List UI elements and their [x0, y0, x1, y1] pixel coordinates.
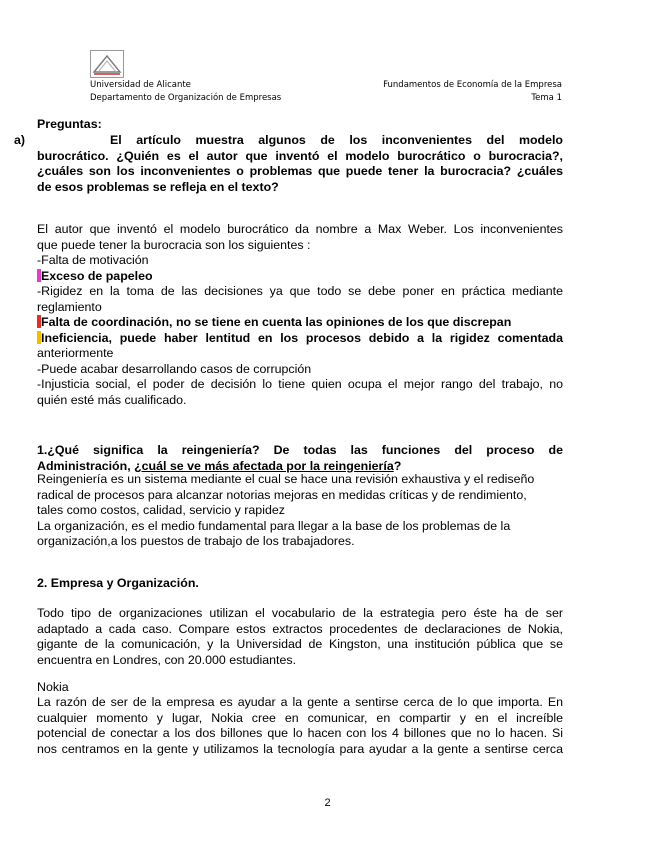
list-item: quién esté más cualificado.	[37, 392, 187, 407]
paragraph-line: adaptado a cada caso. Compare estos extractos procedentes de declaraciones de Nokia,	[37, 621, 563, 636]
list-item: -Falta de motivación	[37, 253, 149, 267]
section-2-paragraph	[37, 606, 563, 668]
page-number: 2	[324, 797, 331, 809]
answer-a	[37, 222, 563, 408]
question-a	[37, 133, 563, 195]
answer-1-line: radical de procesos para alcanzar notorias mejoras en medidas críticas y de rendimiento,	[37, 487, 527, 502]
paragraph-line: La razón de ser de la empresa es ayudar a la gente a sentirse cerca de lo que importa. En	[37, 695, 563, 709]
question-a-line: El artículo muestra algunos de los inconvenientes del modelo	[110, 133, 563, 147]
paragraph-line: Todo tipo de organizaciones utilizan el vocabulario de la estrategia pero éste ha de ser	[37, 606, 563, 620]
list-item: Ineficiencia, puede haber lentitud en los procesos debido a la rigidez comentada	[37, 331, 563, 347]
answer-1-line: organización,a los puestos de trabajo de los trabajadores.	[37, 534, 355, 548]
question-a-line: de esos problemas se refleja en el texto?	[37, 179, 279, 194]
question-1	[37, 443, 563, 474]
question-1-underlined: ¿cuál se ve más afectada por la reingeniería	[134, 458, 394, 473]
answer-a-intro: que puede tener la burocracia son los siguientes :	[37, 237, 311, 252]
nokia-label: Nokia	[37, 680, 69, 694]
header-course: Fundamentos de Economía de la Empresa	[383, 80, 562, 90]
section-2-heading: 2. Empresa y Organización.	[37, 576, 199, 590]
header-topic: Tema 1	[531, 93, 562, 103]
question-a-label: a)	[14, 133, 26, 147]
list-item: anteriormente	[37, 346, 114, 360]
answer-1-line: tales como costos, calidad, servicio y rapidez	[37, 503, 285, 517]
paragraph-line: encuentra en Londres, con 20.000 estudiantes.	[37, 652, 297, 667]
question-a-line: burocrático. ¿Quién es el autor que inventó el modelo burocrático o burocracia?,	[37, 148, 563, 163]
list-item: -Rigidez en la toma de las decisiones ya que todo se debe poner en práctica mediante	[37, 284, 563, 298]
list-item: reglamiento	[37, 299, 102, 314]
question-1-line: 1.¿Qué significa la reingeniería? De todas las funciones del proceso de	[37, 443, 563, 457]
university-logo-icon	[90, 50, 124, 78]
list-item: Falta de coordinación, no se tiene en cuenta las opiniones de los que discrepan	[37, 315, 563, 331]
paragraph-line: nos centramos en la gente y utilizamos la tecnología para ayudar a la gente a sentirse cerca	[37, 741, 563, 756]
answer-a-intro: El autor que inventó el modelo burocrático da nombre a Max Weber. Los inconvenientes	[37, 222, 563, 236]
answer-1-line: Reingeniería es un sistema mediante el cual se hace una revisión exhaustiva y el rediseño	[37, 472, 535, 486]
paragraph-line: cualquier momento y lugar, Nokia cree en comunicar, en compartir y en el increíble	[37, 710, 563, 725]
paragraph-line: gigante de la comunicación, y la Universidad de Kingston, una institución pública que se	[37, 637, 563, 651]
list-item: -Injusticia social, el poder de decisión lo tiene quien ocupa el mejor rango del trabajo, no	[37, 377, 563, 391]
answer-1	[37, 472, 563, 550]
list-item: -Puede acabar desarrollando casos de corrupción	[37, 361, 312, 376]
question-a-line: ¿cuáles son los inconvenientes o problemas que puede tener la burocracia? ¿cuáles	[37, 164, 563, 178]
list-item: Exceso de papeleo	[37, 269, 563, 285]
answer-1-line: La organización, es el medio fundamental para llegar a la base de los problemas de la	[37, 518, 511, 533]
paragraph-line: potencial de conectar a los dos billones que lo hacen con los 4 billones que no lo hacen. Si	[37, 726, 563, 740]
question-1-line: Administración, ¿cuál se ve más afectada por la reingeniería?	[37, 458, 402, 473]
questions-heading: Preguntas:	[37, 117, 102, 131]
nokia-paragraph	[37, 695, 563, 757]
header-university: Universidad de Alicante	[90, 80, 191, 90]
header-department: Departamento de Organización de Empresas	[90, 93, 282, 103]
